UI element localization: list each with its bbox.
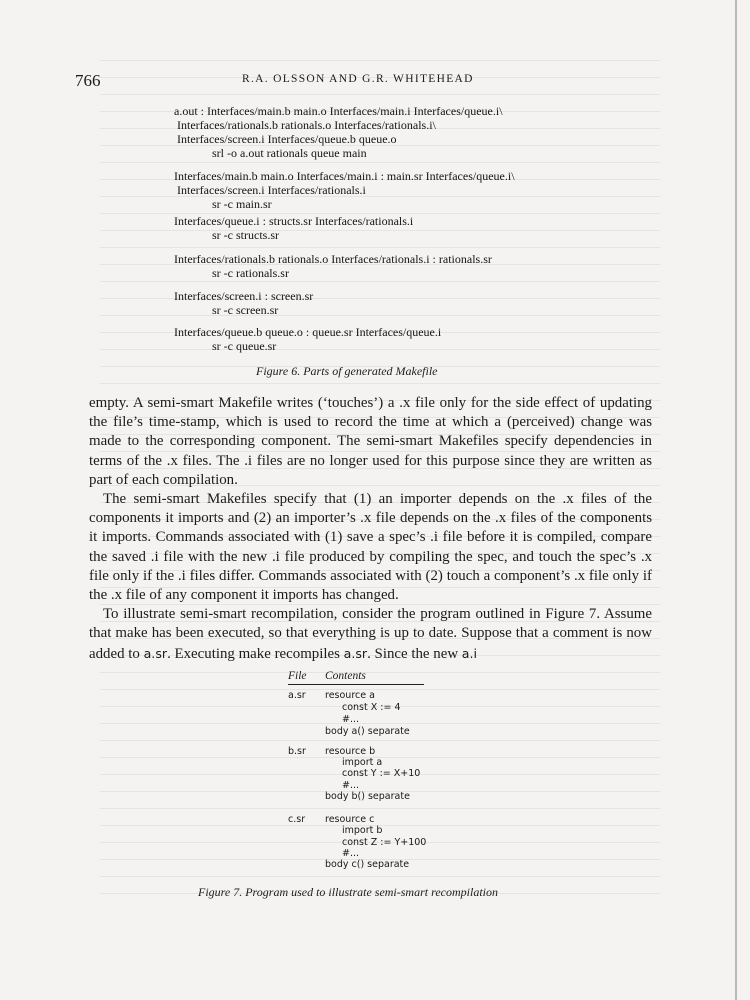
code-line: resource c bbox=[325, 814, 375, 825]
figure-7-caption: Figure 7. Program used to illustrate semi-smart recompilation bbox=[198, 885, 498, 899]
code-line: body a() separate bbox=[325, 726, 410, 737]
code-line: body c() separate bbox=[325, 859, 410, 870]
file-name: c.sr bbox=[288, 814, 306, 825]
makefile-line: Interfaces/screen.i : screen.sr bbox=[174, 289, 314, 303]
code-line: body b() separate bbox=[325, 791, 410, 802]
makefile-line: sr -c rationals.sr bbox=[212, 266, 289, 280]
code-line: const X := 4 bbox=[342, 702, 401, 713]
code-line: const Z := Y+100 bbox=[342, 837, 427, 848]
makefile-line: Interfaces/rationals.b rationals.o Interfaces/rationals.i : rationals.sr bbox=[174, 252, 492, 266]
running-head: R.A. OLSSON AND G.R. WHITEHEAD bbox=[242, 73, 474, 85]
paragraph: empty. A semi-smart Makefile writes (‘touches’) a .x file only for the side effect of updating the file’s time-stamp, which is used to record the time at which a (perceived) change was made to the corresponding component. The semi-smart Makefiles specify dependencies in terms of the .x files. The .i files are no longer used for this purpose since they are written as part of each compilation. bbox=[89, 395, 652, 488]
makefile-line: Interfaces/screen.i Interfaces/queue.b queue.o bbox=[177, 132, 397, 146]
body-text bbox=[89, 394, 652, 664]
makefile-line: Interfaces/main.b main.o Interfaces/main.i : main.sr Interfaces/queue.i\ bbox=[174, 169, 515, 183]
makefile-line: sr -c structs.sr bbox=[212, 228, 279, 242]
code-line: #... bbox=[342, 714, 360, 725]
makefile-line: srl -o a.out rationals queue main bbox=[212, 146, 367, 160]
file-name: a.sr bbox=[288, 690, 306, 701]
makefile-line: Interfaces/queue.b queue.o : queue.sr Interfaces/queue.i bbox=[174, 325, 442, 339]
makefile-line: sr -c queue.sr bbox=[212, 339, 277, 353]
makefile-line: Interfaces/screen.i Interfaces/rationals.i bbox=[177, 183, 366, 197]
code-line: resource a bbox=[325, 690, 375, 701]
code-line: import b bbox=[342, 825, 383, 836]
code-line: #... bbox=[342, 780, 360, 791]
file-name: b.sr bbox=[288, 746, 306, 757]
code-line: import a bbox=[342, 757, 383, 768]
paragraph: The semi-smart Makefiles specify that (1) an importer depends on the .x files of the components it imports and (2) an importer’s .x file depends on the .x files of the components it imports. Commands associated with (1) save a spec’s .i file before it is compiled, compare the saved .i file with the new .i file produced by compiling the spec, and touch the spec’s .x file only if the .i files differ. Commands associated with (2) touch a component’s .x file only if the .x file of any component it imports has changed. bbox=[89, 491, 652, 604]
makefile-line: sr -c screen.sr bbox=[212, 303, 279, 317]
code-line: #... bbox=[342, 848, 360, 859]
header-rule bbox=[288, 684, 424, 685]
code-line: resource b bbox=[325, 746, 376, 757]
paragraph: To illustrate semi-smart recompilation, consider the program outlined in Figure 7. Assume that make has been executed, so that everything is up to date. Suppose that a comment is now added to a.sr. Executing make recompiles a.sr. Since the new a.i bbox=[89, 606, 652, 662]
makefile-line: Interfaces/rationals.b rationals.o Interfaces/rationals.i\ bbox=[177, 118, 436, 132]
column-header-file: File bbox=[288, 670, 307, 682]
code-line: const Y := X+10 bbox=[342, 768, 421, 779]
makefile-line: sr -c main.sr bbox=[212, 197, 272, 211]
page-edge bbox=[735, 0, 737, 1000]
makefile-line: Interfaces/queue.i : structs.sr Interfaces/rationals.i bbox=[174, 214, 414, 228]
column-header-contents: Contents bbox=[325, 670, 366, 682]
makefile-line: a.out : Interfaces/main.b main.o Interfaces/main.i Interfaces/queue.i\ bbox=[174, 104, 503, 118]
figure-6-caption: Figure 6. Parts of generated Makefile bbox=[256, 364, 438, 378]
page-number: 766 bbox=[75, 71, 101, 90]
